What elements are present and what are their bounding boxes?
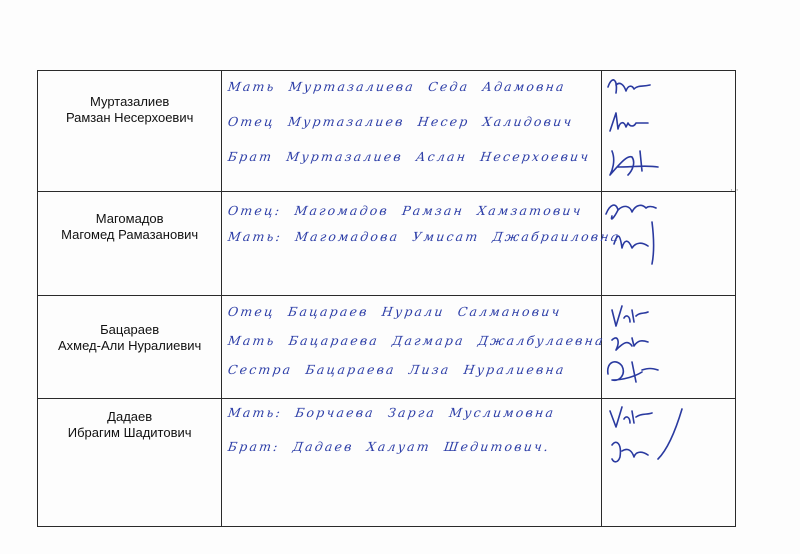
person-name-cell [38,71,222,192]
signature [612,338,648,350]
person-given-name: Ибрагим Шадитович [67,425,192,440]
table-row [38,296,736,399]
relatives-handwritten-cell [222,399,602,527]
table-row [38,192,736,296]
signature [610,407,652,427]
person-surname: Муртазалиев [89,94,170,109]
person-given-name: Магомед Рамазанович [61,227,199,242]
signature-cell [601,71,735,192]
person-name-cell [38,296,222,399]
scan-speck: · · [730,186,739,196]
person-name-cell [38,192,222,296]
signature-strokes [602,296,736,399]
signature [614,222,654,264]
signature [608,80,650,93]
relatives-handwritten-cell [222,192,622,296]
relative-line: Отец: Магомадов Рамзан Хамзатович [227,203,585,218]
person-given-name: Рамзан Несерхоевич [65,110,194,125]
signature [606,205,656,219]
person-surname: Дадаев [107,409,153,424]
relative-line: Мать: Магомадова Умисат Джабраиловна [227,229,622,244]
signature [608,362,658,382]
signature-cell [601,399,735,527]
relatives-handwritten-cell [222,71,602,192]
person-name-cell [38,399,222,527]
relatives-handwritten-cell [222,296,607,399]
signature-cell [601,296,735,399]
relative-line: Отец Муртазалиев Несер Халидович [227,114,575,129]
relatives-table [37,70,736,527]
signature [610,113,648,131]
person-given-name: Ахмед-Али Нуралиевич [57,338,202,353]
relative-line: Отец Бацараев Нурали Салманович [227,304,563,319]
relative-line: Брат Муртазалиев Аслан Несерхоевич [227,149,592,164]
relative-line: Мать Муртазалиева Седа Адамовна [227,79,568,94]
table-row [38,399,736,527]
signature-strokes [602,192,736,296]
signature [612,409,682,462]
signature [612,306,648,326]
signature-cell [601,192,735,296]
person-surname: Магомадов [95,211,164,226]
table-row [38,71,736,192]
relative-line: Сестра Бацараева Лиза Нуралиевна [227,362,568,377]
signature-strokes [602,399,736,527]
signature-strokes [602,71,736,192]
relative-line: Мать: Борчаева Зарга Муслимовна [227,405,557,420]
person-surname: Бацараев [100,322,160,337]
relative-line: Брат: Дадаев Халуат Шедитович. [227,439,552,454]
relative-line: Мать Бацараева Дагмара Джалбулаевна [227,333,607,348]
signature [610,151,658,175]
